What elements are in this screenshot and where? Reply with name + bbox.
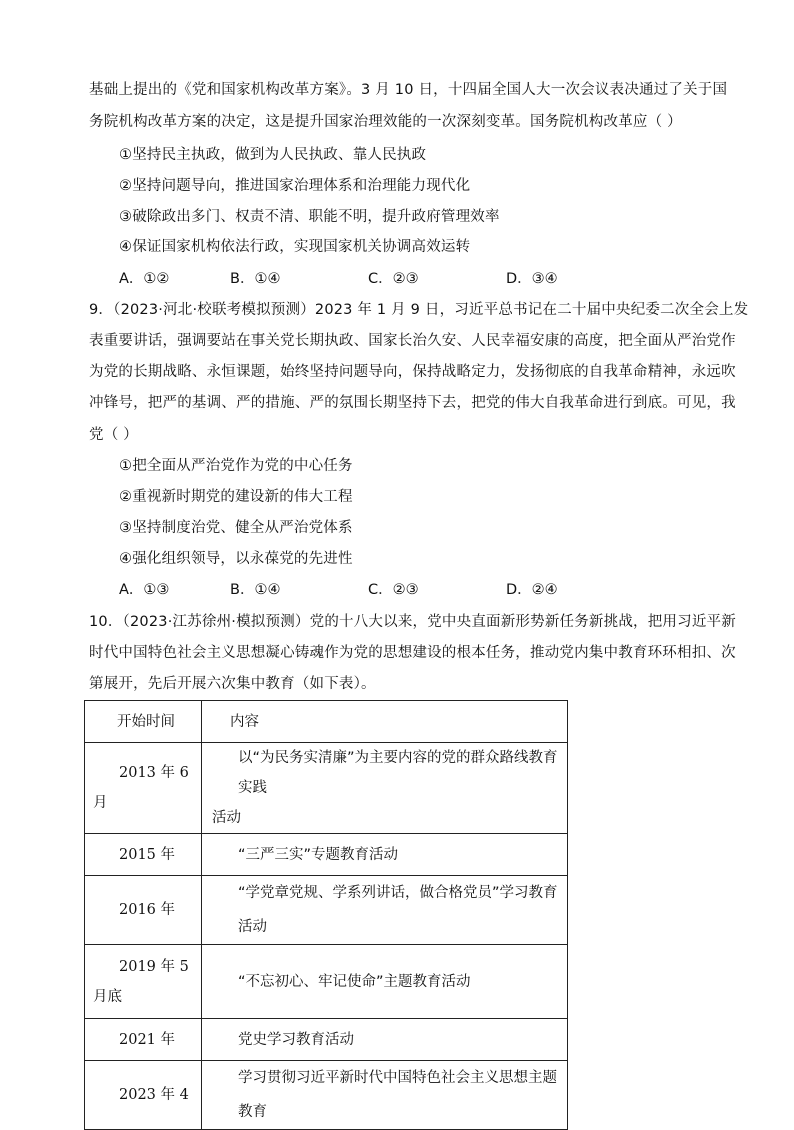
table-cell-time: 2019 年 5 月底	[85, 945, 202, 1019]
table-cell-time: 2023 年 4	[85, 1061, 202, 1130]
q8-choice-b: B．①④	[230, 271, 281, 287]
q9-stem-line-4: 冲锋号，把严的基调、严的措施、严的氛围长期坚持下去，把党的伟大自我革命进行到底。可见，我	[89, 395, 736, 411]
table-cell-content: 以“为民务实清廉”为主要内容的党的群众路线教育实践 活动	[202, 743, 568, 834]
q10-stem-line-3: 第展开，先后开展六次集中教育（如下表）。	[89, 676, 376, 692]
q9-stem-line-5: 党（ ）	[89, 427, 138, 443]
table-cell-time: 2021 年	[85, 1019, 202, 1061]
q9-stem-line-1: 9．（2023·河北·校联考模拟预测）2023 年 1 月 9 日，习近平总书记在二十届中央纪委二次全会上发	[89, 302, 749, 318]
q8-option-3: ③破除政出多门、权责不清、职能不明，提升政府管理效率	[119, 209, 500, 225]
q9-choice-c: C．②③	[368, 582, 419, 598]
q9-choice-d: D．②④	[506, 582, 558, 598]
table-cell-time: 2015 年	[85, 834, 202, 876]
table-cell-time: 2013 年 6 月	[85, 743, 202, 834]
q9-option-3: ③坚持制度治党、健全从严治党体系	[119, 520, 353, 536]
q9-option-2: ②重视新时期党的建设新的伟大工程	[119, 489, 353, 505]
q8-choice-d: D．③④	[506, 271, 558, 287]
q8-option-2: ②坚持问题导向，推进国家治理体系和治理能力现代化	[119, 178, 471, 194]
q9-option-1: ①把全面从严治党作为党的中心任务	[119, 458, 353, 474]
table-row	[85, 1019, 568, 1061]
table-row	[85, 876, 568, 945]
table-header-time: 开始时间	[85, 701, 202, 743]
q8-choice-c: C．②③	[368, 271, 419, 287]
q9-stem-line-3: 为党的长期战略、永恒课题，始终坚持问题导向，保持战略定力，发扬彻底的自我革命精神，永远吹	[89, 364, 736, 380]
q8-stem-line-2: 务院机构改革方案的决定，这是提升国家治理效能的一次深刻变革。国务院机构改革应（ ）	[89, 114, 682, 130]
table-row	[85, 743, 568, 834]
table-cell-content: 学习贯彻习近平新时代中国特色社会主义思想主题教育	[202, 1061, 568, 1130]
table-cell-content: 党史学习教育活动	[202, 1019, 568, 1061]
table-header-row	[85, 701, 568, 743]
q9-option-4: ④强化组织领导，以永葆党的先进性	[119, 551, 353, 567]
education-table	[84, 700, 568, 1130]
table-cell-content: “三严三实”专题教育活动	[202, 834, 568, 876]
table-cell-time: 2016 年	[85, 876, 202, 945]
table-row	[85, 945, 568, 1019]
q9-choice-a: A．①③	[119, 582, 170, 598]
q8-stem-line-1: 基础上提出的《党和国家机构改革方案》。3 月 10 日，十四届全国人大一次会议表决通过了关于国	[89, 82, 728, 98]
q8-option-4: ④保证国家机构依法行政，实现国家机关协调高效运转	[119, 239, 471, 255]
table-row	[85, 834, 568, 876]
table-cell-content: “不忘初心、牢记使命”主题教育活动	[202, 945, 568, 1019]
q10-stem-line-1: 10．（2023·江苏徐州·模拟预测）党的十八大以来，党中央直面新形势新任务新挑战，把用习近平新	[89, 614, 736, 630]
table-row	[85, 1061, 568, 1130]
table-header-content: 内容	[202, 701, 568, 743]
table-cell-content: “学党章党规、学系列讲话，做合格党员”学习教育活动	[202, 876, 568, 945]
q8-choice-a: A．①②	[119, 271, 170, 287]
q9-stem-line-2: 表重要讲话，强调要站在事关党长期执政、国家长治久安、人民幸福安康的高度，把全面从严治党作	[89, 333, 736, 349]
q9-choice-b: B．①④	[230, 582, 281, 598]
q8-option-1: ①坚持民主执政，做到为人民执政、靠人民执政	[119, 147, 427, 163]
q10-stem-line-2: 时代中国特色社会主义思想凝心铸魂作为党的思想建设的根本任务，推动党内集中教育环环相扣、次	[89, 645, 736, 661]
